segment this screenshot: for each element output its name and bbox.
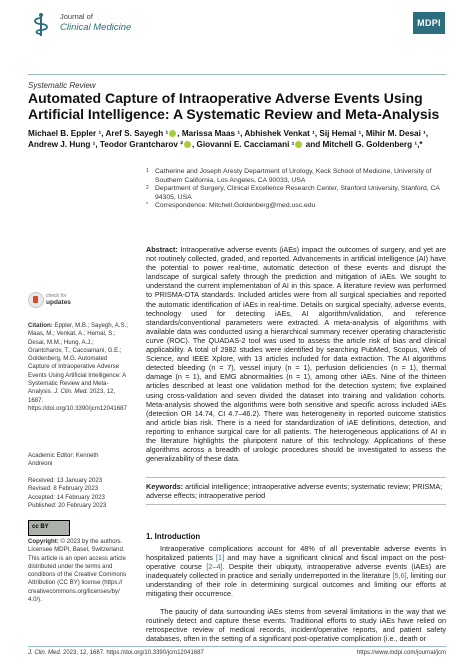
- keywords-divider-bottom: [146, 504, 446, 505]
- affiliation-2: 2 Department of Surgery, Clinical Excellence Research Center, Stanford University, Stanford, CA 94305, USA: [146, 185, 440, 201]
- journal-name[interactable]: Clinical Medicine: [60, 22, 132, 33]
- date-revised: Revised: 8 February 2023: [28, 485, 99, 493]
- citation-link[interactable]: [1]: [216, 553, 225, 563]
- article-title: Automated Capture of Intraoperative Adverse Events Using Artificial Intelligence: A Systematic Review and Meta-Analysis: [28, 90, 440, 122]
- editor-name: Andreoni: [28, 460, 53, 468]
- journal-logo-icon: [30, 12, 52, 38]
- footer-citation: J. Clin. Med. 2023, 12, 1687. https://doi.org/10.3390/jcm12041687: [28, 650, 204, 656]
- updates-icon: [28, 292, 44, 308]
- citation-block: [28, 322, 128, 413]
- abstract: [146, 245, 446, 463]
- author-list: [28, 128, 448, 150]
- citation-link[interactable]: [2–4]: [206, 562, 223, 572]
- citation-tail[interactable]: 2023, 12, 1687. https://doi.org/10.3390/jcm12041687: [28, 388, 127, 412]
- intro-paragraph-2: The paucity of data surrounding iAEs stems from several limitations in the way that we routinely detect and capture these events. Traditional efforts to study iAEs have relied on retrospective review of medical records, incident/operative reports, and patient safety databases, often in the setting of a significant post-operative complication (i.e., death or: [146, 607, 446, 644]
- abstract-label: Abstract:: [146, 245, 178, 254]
- article-dates: [28, 477, 128, 510]
- date-received: Received: 13 January 2023: [28, 477, 103, 484]
- author-line-2: Andrew J. Hung ¹, Teodor Grantcharov ²: [28, 140, 183, 149]
- updates-big-text: updates: [46, 299, 71, 306]
- citation-journal: J. Clin. Med.: [54, 388, 88, 396]
- section-heading-introduction: 1. Introduction: [146, 532, 201, 541]
- footer-journal-link[interactable]: https://www.mdpi.com/journal/jcm: [356, 650, 446, 656]
- affiliations: [146, 168, 446, 211]
- orcid-icon[interactable]: [169, 130, 176, 137]
- citation-label: Citation:: [28, 322, 53, 329]
- keywords: [146, 482, 446, 500]
- date-accepted: Accepted: 14 February 2023: [28, 493, 105, 501]
- keywords-text: artificial intelligence; intraoperative adverse events; systematic review; PRISMA; adverse effects; intraoperative period: [146, 482, 443, 501]
- keywords-label: Keywords:: [146, 482, 184, 491]
- citation-link[interactable]: [5,6]: [392, 571, 407, 581]
- abstract-text: Intraoperative adverse events (iAEs) impact the outcomes of surgery, and yet are not routinely collected, graded, and reported. Advancements in artificial intelligence (AI) have the potential to power real-time, automatic detection of these events and disrupt the landscape of surgical safety through the prediction and mitigation of iAEs. We sought to understand the current implementation of AI in this space. A literature review was performed to PRISMA-DTA standards. Included articles were from all surgical specialties and reported the automatic identification of iAEs in real-time. Details on surgical specialty, adverse events, technology used for detecting iAEs, AI algorithm/validation, and reference standards/conventional parameters were extracted. A meta-analysis of algorithms with available data was conducted using a hierarchical summary receiver operating characteristic curve (ROC). The QUADAS-2 tool was used to assess the article risk of bias and clinical applicability. A total of 2982 studies were identified by searching PubMed, Scopus, Web of Science, and IEEE Xplore, with 13 articles included for data extraction. The AI algorithms detected bleeding (n = 7), vessel injury (n = 1), perfusion deficiencies (n = 1), thermal damage (n = 1), and EMG abnormalities (n = 1), among other iAEs. Nine of the thirteen articles described at least one validation method for the detection system; five explained using cross-validation and seven divided the dataset into training and validation cohorts. Meta-analysis showed the algorithms were both sensitive and specific across included iAEs (detection OR 14.74, CI 4.7–46.2). There was heterogeneity in reported outcome statistics and article bias risk. There is a need for standardization of iAE definitions, detection, and reporting to enhance surgical care for all patients. The heterogeneous applications of AI in the literature highlights the pluripotent nature of this technology. Applications of these algorithms across a breadth of urologic procedures should be investigated to assess the generalizability of these data.: [146, 245, 446, 464]
- date-published: Published: 20 February 2023: [28, 501, 107, 509]
- author-line-1b: , Marissa Maas ¹, Abhishek Venkat ¹, Sij Hemal ¹, Mihir M. Desai ¹,: [177, 129, 429, 138]
- footer-divider: [28, 646, 446, 647]
- mdpi-logo[interactable]: [413, 12, 445, 34]
- author-line-2b: , Giovanni E. Cacciamani ¹: [191, 140, 295, 149]
- cc-badge-text: cc BY: [32, 524, 49, 530]
- affiliation-1: 1 Catherine and Joseph Aresty Department of Urology, Keck School of Medicine, University of Southern California, Los Angeles, CA 90033, USA: [146, 168, 432, 184]
- copyright-label: Copyright:: [28, 538, 59, 545]
- copyright-block: [28, 538, 128, 604]
- author-line-1: Michael B. Eppler ¹, Aref S. Sayegh ¹: [28, 129, 169, 138]
- updates-small-text: check for: [46, 293, 67, 299]
- correspondence: * Correspondence: Mitchell.Goldenberg@med.usc.edu: [146, 202, 316, 210]
- orcid-icon[interactable]: [295, 141, 302, 148]
- citation-text: Eppler, M.B.; Sayegh, A.S.; Maas, M.; Venkat, A.; Hemal, S.; Desai, M.M.; Hung, A.J.; Grantcharov, T.; Cacciamani, G.E.; Goldenberg, M.G. Automated Capture of Intraoperative Adverse Events Using Artificial Intelligence: A Systematic Review and Meta-Analysis.: [28, 322, 128, 396]
- copyright-text: © 2023 by the authors. Licensee MDPI, Basel, Switzerland. This article is an open access article distributed under the terms and conditions of the Creative Commons Attribution (CC BY) license (https:// creativecommons.org/licenses/by/ 4.0/).: [28, 538, 127, 604]
- author-line-2c: and Mitchell G. Goldenberg ¹,*: [303, 140, 423, 149]
- keywords-divider-top: [146, 477, 446, 478]
- header-divider: [28, 74, 446, 75]
- intro-paragraph-1: Intraoperative complications account for 48% of all preventable adverse events in hospitalized patients [1] and may have a significant clinical and fiscal impact on the post-operative course [2–4]. Despite their ubiquity, intraoperative adverse events (iAEs) are inadequately collected in practice and serially underreported in the literature [5,6], limiting our understanding of their role in determining surgical outcomes and limiting our efforts at mitigating their occurrence.: [146, 544, 446, 599]
- check-for-updates-button[interactable]: [28, 290, 80, 310]
- journal-of-label: Journal of: [60, 12, 93, 21]
- mdpi-logo-text: MDPI: [417, 18, 441, 28]
- orcid-icon[interactable]: [184, 141, 191, 148]
- cc-license-badge[interactable]: [28, 520, 70, 536]
- editor-label: Academic Editor: Kenneth: [28, 452, 99, 459]
- article-type: Systematic Review: [28, 81, 96, 90]
- academic-editor: [28, 452, 128, 469]
